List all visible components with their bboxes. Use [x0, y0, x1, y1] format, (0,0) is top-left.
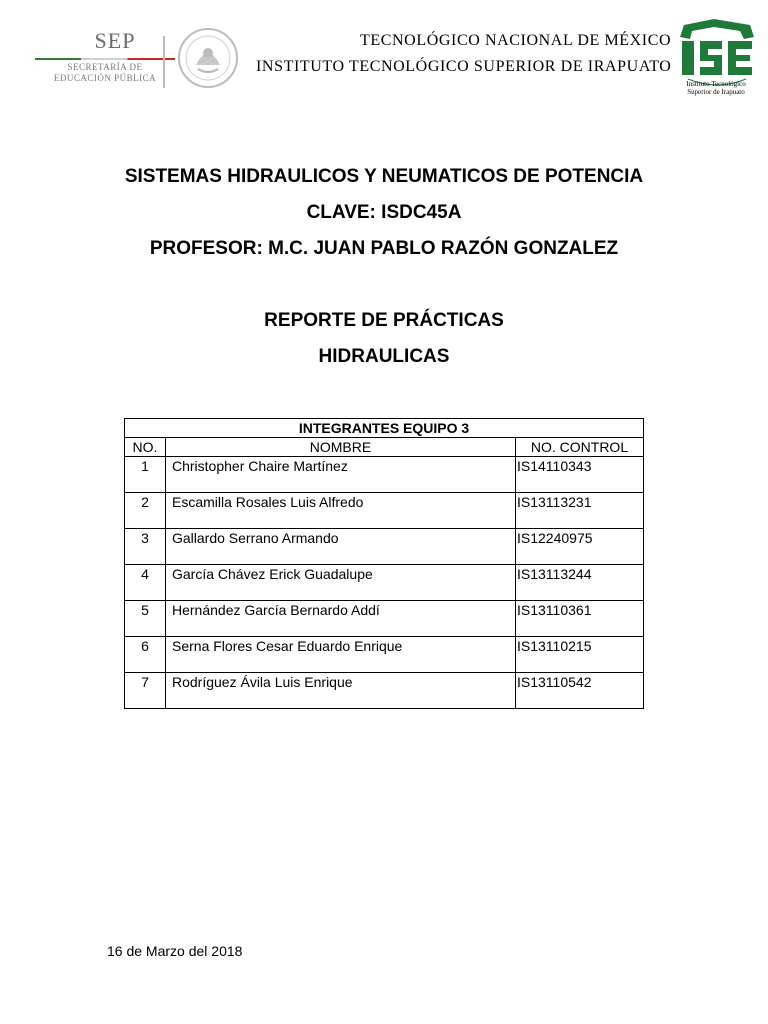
institution-name-line-1: TECNOLÓGICO NACIONAL DE MÉXICO [360, 32, 672, 49]
table-row [125, 493, 644, 529]
member-control-number: IS12240975 [516, 529, 644, 565]
report-subtitle: HIDRAULICAS [318, 346, 450, 367]
member-name: Rodríguez Ávila Luis Enrique [166, 673, 516, 709]
table-header-row [125, 438, 644, 457]
member-name: Christopher Chaire Martínez [166, 457, 516, 493]
report-date: 16 de Marzo del 2018 [107, 943, 243, 959]
row-number: 4 [125, 565, 166, 601]
table-row [125, 529, 644, 565]
row-number: 1 [125, 457, 166, 493]
ise-logo-caption-1: Instituto Tecnológico [686, 80, 746, 88]
sep-logo-subtitle-1: SECRETARÍA DE [67, 62, 143, 72]
report-title: REPORTE DE PRÁCTICAS [264, 310, 504, 331]
table-row [125, 673, 644, 709]
column-header-name: NOMBRE [166, 438, 516, 457]
member-name: García Chávez Erick Guadalupe [166, 565, 516, 601]
member-control-number: IS14110343 [516, 457, 644, 493]
row-number: 3 [125, 529, 166, 565]
row-number: 5 [125, 601, 166, 637]
table-row [125, 565, 644, 601]
table-row [125, 457, 644, 493]
table-caption-row [125, 419, 644, 438]
column-header-no: NO. [125, 438, 166, 457]
row-number: 6 [125, 637, 166, 673]
course-clave: CLAVE: ISDC45A [306, 202, 462, 223]
member-control-number: IS13113244 [516, 565, 644, 601]
team-members-table [124, 418, 644, 709]
course-title: SISTEMAS HIDRAULICOS Y NEUMATICOS DE POTENCIA [124, 166, 644, 187]
sep-logo-title: SEP [94, 28, 136, 53]
row-number: 7 [125, 673, 166, 709]
sep-logo [30, 28, 160, 88]
table-row [125, 601, 644, 637]
member-control-number: IS13113231 [516, 493, 644, 529]
mexico-seal-icon [176, 27, 240, 89]
member-name: Hernández García Bernardo Addí [166, 601, 516, 637]
member-name: Escamilla Rosales Luis Alfredo [166, 493, 516, 529]
table-row [125, 637, 644, 673]
document-header [0, 0, 768, 110]
sep-logo-tricolor-line [35, 58, 175, 60]
member-control-number: IS13110215 [516, 637, 644, 673]
ise-logo-caption-2: Superior de Irapuato [687, 88, 745, 96]
member-name: Serna Flores Cesar Eduardo Enrique [166, 637, 516, 673]
member-control-number: IS13110542 [516, 673, 644, 709]
institution-name-line-2: INSTITUTO TECNOLÓGICO SUPERIOR DE IRAPUATO [256, 58, 672, 75]
sep-logo-subtitle-2: EDUCACIÓN PÚBLICA [53, 73, 157, 83]
column-header-control: NO. CONTROL [516, 438, 644, 457]
member-control-number: IS13110361 [516, 601, 644, 637]
row-number: 2 [125, 493, 166, 529]
member-name: Gallardo Serrano Armando [166, 529, 516, 565]
course-profesor: PROFESOR: M.C. JUAN PABLO RAZÓN GONZALEZ [149, 238, 619, 259]
header-divider [163, 36, 165, 88]
table-caption: INTEGRANTES EQUIPO 3 [125, 419, 644, 438]
